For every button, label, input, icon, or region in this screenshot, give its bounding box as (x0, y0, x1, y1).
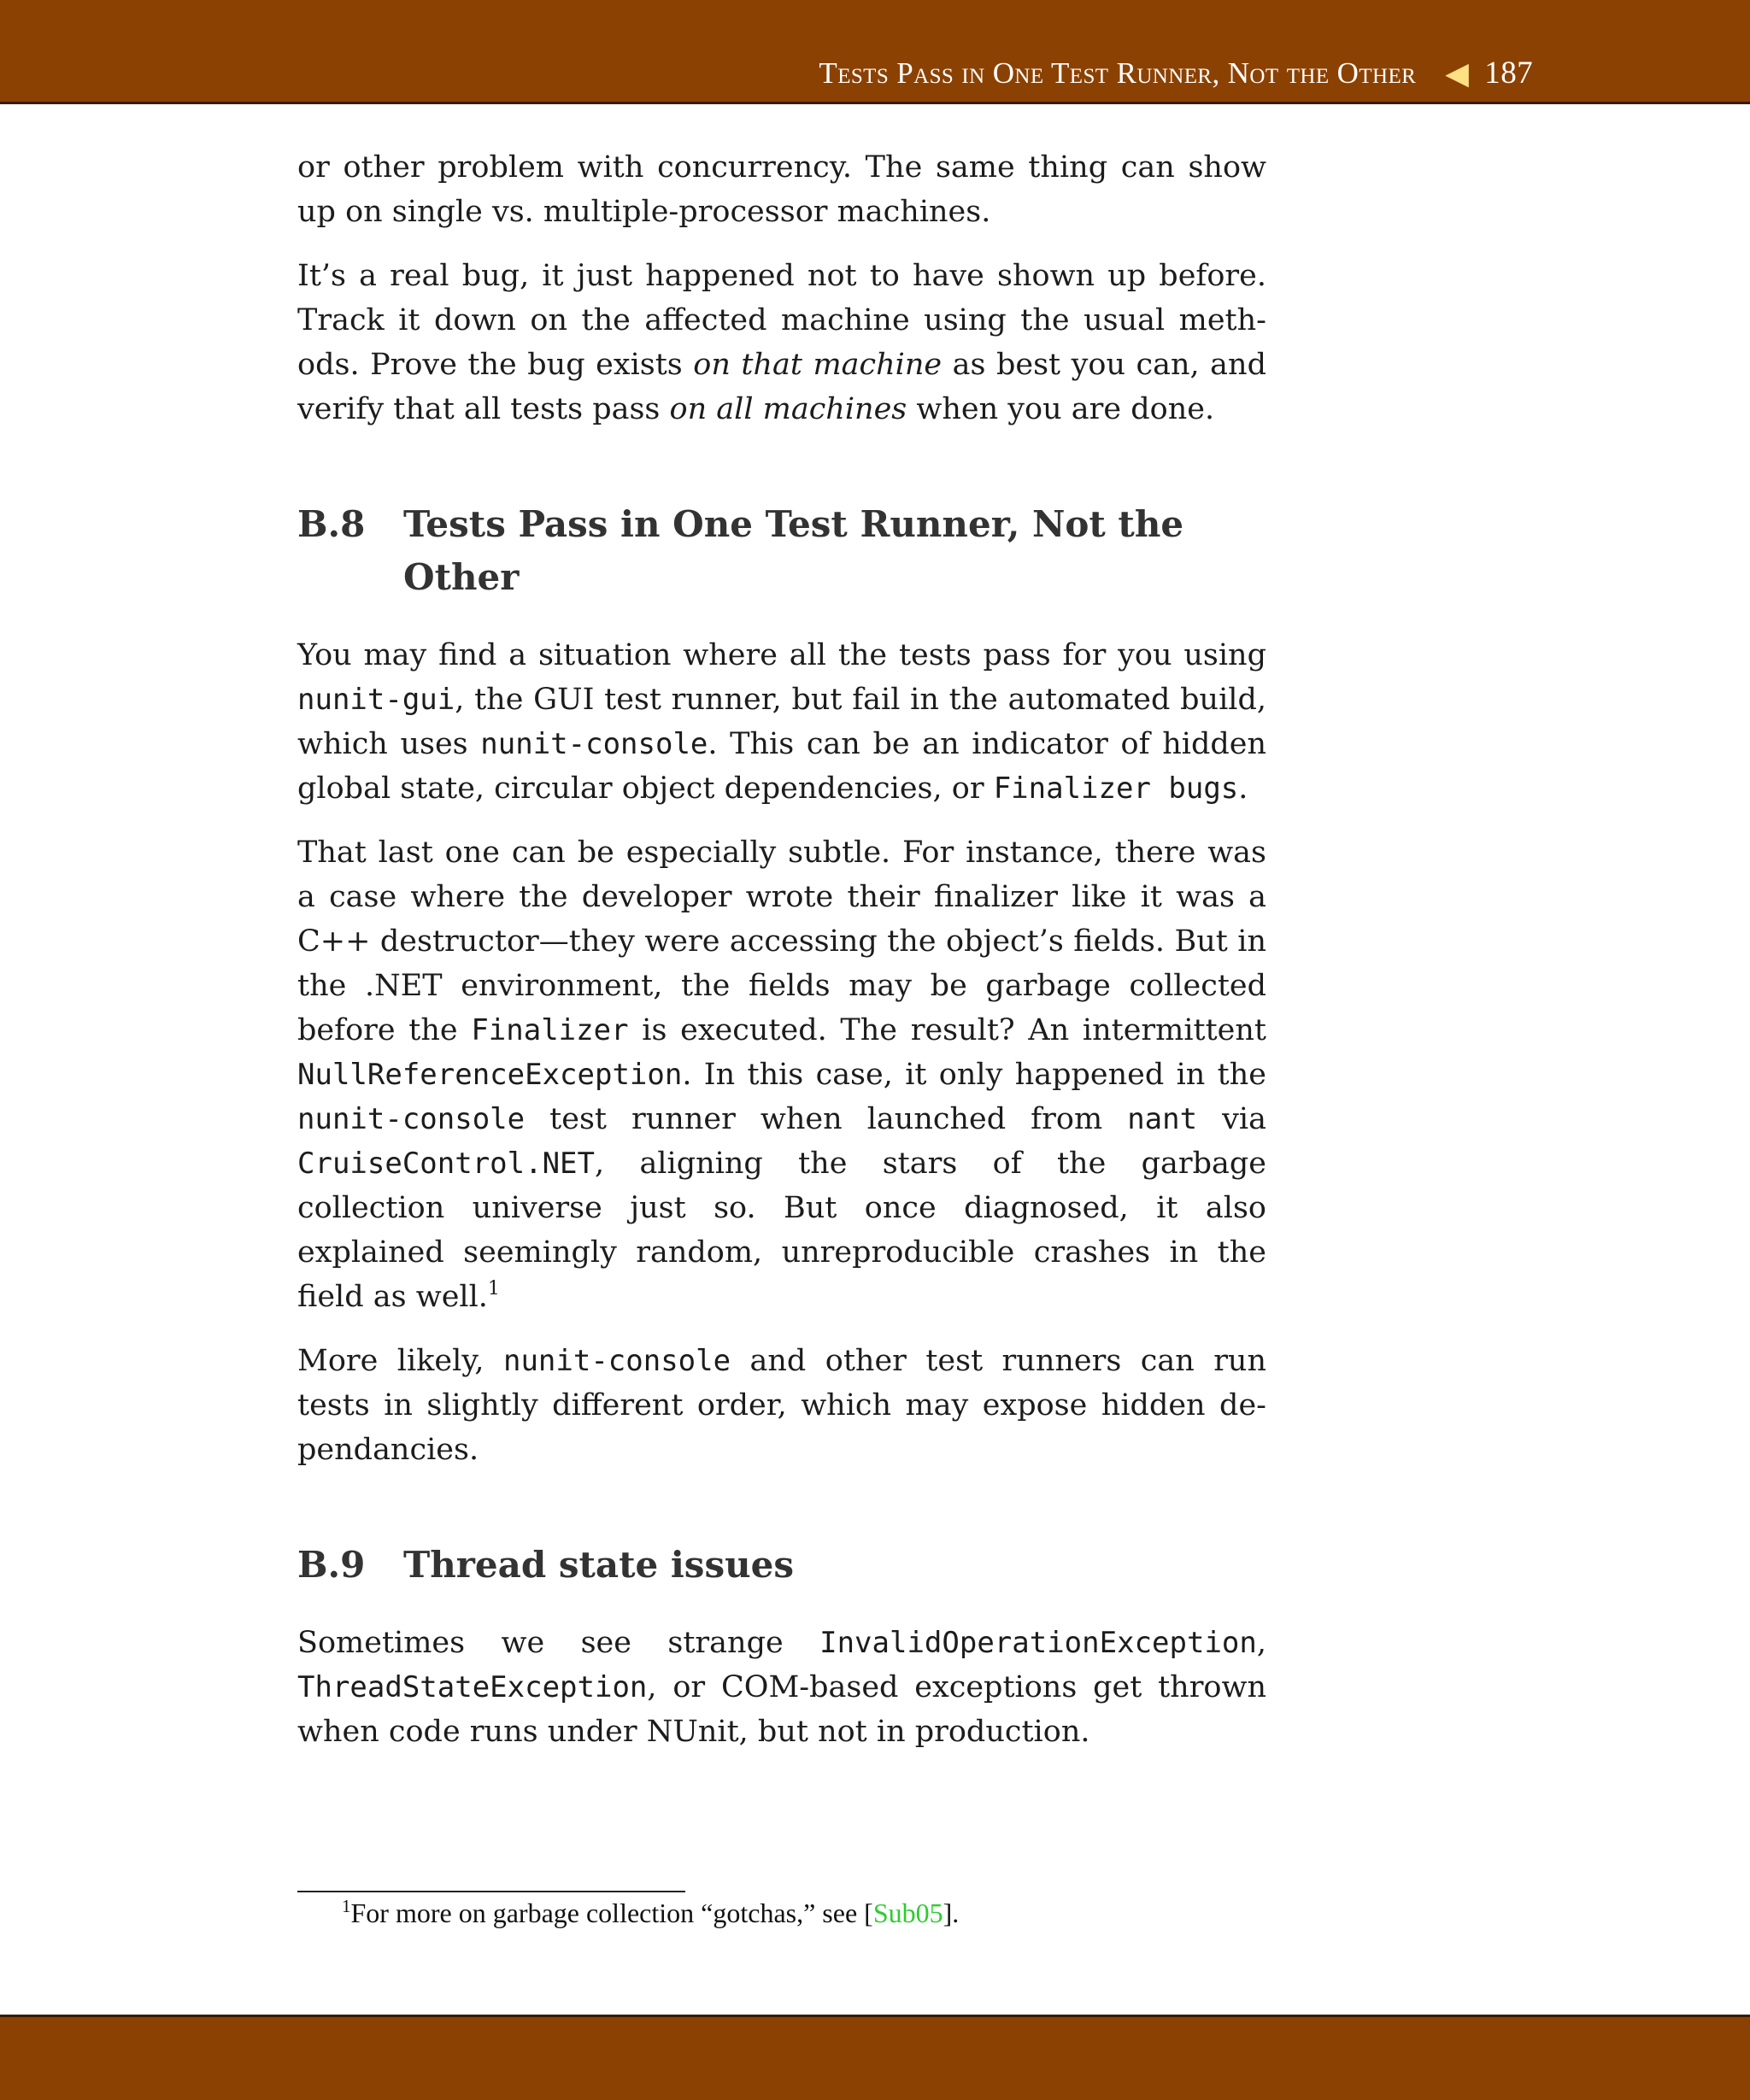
previous-page-arrow-icon[interactable]: ◀ (1445, 56, 1470, 91)
paragraph: or other problem with concurrency. The same thing can show up on single vs. multiple-processor machines. (297, 150, 1266, 229)
paragraph (297, 1339, 1266, 1472)
text-run: . This can be an indicator of hidden global state, circular object dependencies, or (297, 727, 1267, 806)
text-run: That last one can be especially subtle. For instance, there was a case where the developer wrote their finalizer like it was a C++ destructor—they were accessing the object’s fields. But in the .NET environment, the fields may be garbage collected before the (297, 836, 1266, 1047)
text-run: . (1238, 771, 1248, 806)
section-number: B.8 (297, 503, 366, 545)
code-span: InvalidOperationException (819, 1626, 1257, 1660)
text-run: via (1197, 1102, 1266, 1136)
code-span: Finalizer (471, 1013, 629, 1047)
code-span: nunit-gui (297, 683, 455, 717)
text-run: is executed. The result? An intermittent (628, 1013, 1266, 1047)
text-run: ]. (943, 1898, 960, 1928)
text-run: , or COM-based exceptions get thrown when code runs under NUnit, but not in production. (297, 1670, 1266, 1749)
citation-link-sub05[interactable]: Sub05 (872, 1898, 943, 1928)
text-run: It’s a real bug, it just happened not to have shown up before. Track it down on the affected machine using the usual methods. Prove the bug exists (297, 259, 1266, 382)
paragraph (297, 633, 1266, 811)
footnote-marker[interactable]: 1 (487, 1278, 500, 1299)
paragraph (297, 830, 1266, 1319)
text-run: . In this case, it only happened in the (682, 1058, 1266, 1092)
code-span: nunit-console (480, 727, 708, 761)
text-run: , the GUI test runner, but fail in the automated build, which uses (297, 683, 1266, 761)
footer-band (0, 2015, 1750, 2100)
section-title: Thread state issues (403, 1544, 794, 1586)
code-span: nunit-console (297, 1102, 526, 1136)
text-run: as best you can, and verify that all tests pass (297, 348, 1266, 426)
code-span: CruiseControl.NET (297, 1147, 595, 1181)
code-span: NullReferenceException (297, 1058, 683, 1092)
text-run: More likely, (297, 1344, 503, 1378)
code-span: Finalizer bugs (993, 771, 1239, 806)
running-head (819, 55, 1533, 91)
footnote-divider (297, 1891, 685, 1892)
code-span: ThreadStateException (297, 1670, 648, 1704)
emphasis: on that machine (693, 348, 943, 382)
text-run: You may find a situation where all the tests pass for you using (297, 638, 1266, 672)
emphasis: on all machines (669, 392, 907, 426)
section-heading-b8 (297, 498, 1266, 604)
text-run: Sometimes we see strange (297, 1626, 820, 1660)
text-run: test runner when launched from (525, 1102, 1128, 1136)
section-number: B.9 (297, 1544, 366, 1586)
page-body (297, 145, 1266, 1774)
footnote-number: 1 (342, 1896, 351, 1916)
footnote (342, 1895, 959, 1931)
header-band (0, 0, 1750, 104)
section-title: Tests Pass in One Test Runner, Not the Other (403, 503, 1184, 598)
page-number: 187 (1484, 56, 1533, 91)
paragraph (297, 254, 1266, 431)
text-run: when you are done. (907, 392, 1215, 426)
code-span: nant (1127, 1102, 1198, 1136)
running-title: Tests Pass in One Test Runner, Not the Other (819, 56, 1417, 90)
paragraph (297, 1621, 1266, 1754)
section-heading-b9 (297, 1539, 1266, 1592)
text-run: , (1256, 1626, 1266, 1660)
text-run: For more on garbage collection “gotchas,” see [ (350, 1898, 873, 1928)
text-run: , aligning the stars of the garbage collection universe just so. But once diagnosed, it also explained seemingly random, unreproducible crashes in the field as well. (297, 1147, 1266, 1314)
text-run: and other test runners can run tests in slightly different order, which may expose hidden dependancies. (297, 1344, 1267, 1467)
code-span: nunit-console (502, 1344, 731, 1378)
